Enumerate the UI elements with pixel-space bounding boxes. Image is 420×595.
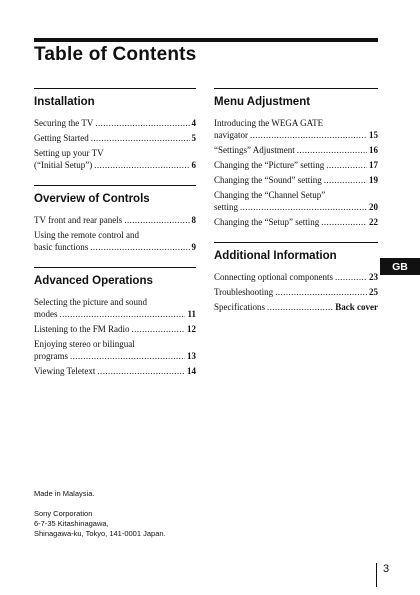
section-heading: Additional Information	[214, 250, 337, 262]
colophon	[34, 489, 166, 539]
entry-page-number: 4	[191, 118, 196, 128]
toc-entry[interactable]	[34, 323, 196, 335]
toc-section	[34, 88, 196, 171]
entry-page-number: 13	[187, 351, 196, 361]
entry-page-number: 15	[369, 130, 378, 140]
section-heading: Overview of Controls	[34, 193, 150, 205]
section-rule	[34, 185, 196, 186]
dot-leader	[132, 323, 186, 335]
page-number: 3	[376, 563, 389, 587]
entry-page-number: 20	[369, 202, 378, 212]
dot-leader	[90, 241, 189, 253]
section-rule	[34, 267, 196, 268]
entry-page-number: 23	[369, 272, 378, 282]
dot-leader	[275, 286, 367, 298]
toc-entry[interactable]	[34, 229, 196, 253]
dot-leader	[324, 174, 367, 186]
toc-entry[interactable]	[34, 214, 196, 226]
dot-leader	[60, 308, 186, 320]
entry-page-number: 11	[187, 309, 196, 319]
toc-entry[interactable]	[214, 174, 378, 186]
entry-label: Using the remote control and	[34, 230, 139, 240]
language-tab: GB	[380, 258, 420, 275]
toc-entry[interactable]	[214, 117, 378, 141]
entry-label: Specifications	[214, 302, 265, 312]
dot-leader	[297, 144, 367, 156]
top-rule	[34, 38, 378, 42]
toc-entry[interactable]	[214, 301, 378, 313]
dot-leader	[250, 129, 367, 141]
toc-section	[214, 242, 378, 313]
entry-page-number: Back cover	[335, 302, 378, 312]
toc-entry[interactable]	[214, 189, 378, 213]
dot-leader	[94, 159, 189, 171]
entry-label: navigator	[214, 130, 248, 140]
entry-page-number: 22	[369, 217, 378, 227]
section-heading: Installation	[34, 96, 95, 108]
toc-entry[interactable]	[214, 159, 378, 171]
entry-label: Setting up your TV	[34, 148, 104, 158]
entry-label: Enjoying stereo or bilingual	[34, 339, 135, 349]
toc-section	[34, 185, 196, 253]
made-in-text: Made in Malaysia.	[34, 489, 95, 498]
toc-entry[interactable]	[34, 147, 196, 171]
entry-label: Viewing Teletext	[34, 366, 96, 376]
section-rule	[214, 242, 378, 243]
page-title: Table of Contents	[34, 44, 197, 65]
toc-entry[interactable]	[34, 365, 196, 377]
section-rule	[34, 88, 196, 89]
entry-label: TV front and rear panels	[34, 215, 123, 225]
entry-page-number: 17	[369, 160, 378, 170]
entry-label: Connecting optional components	[214, 272, 333, 282]
entry-label: Introducing the WEGA GATE	[214, 118, 324, 128]
dot-leader	[321, 216, 367, 228]
right-column	[214, 88, 378, 327]
entry-page-number: 6	[191, 160, 196, 170]
entry-label: Changing the “Channel Setup”	[214, 190, 326, 200]
dot-leader	[124, 214, 189, 226]
entry-label: Troubleshooting	[214, 287, 274, 297]
entry-page-number: 25	[369, 287, 378, 297]
entry-label: Getting Started	[34, 133, 89, 143]
toc-section	[34, 267, 196, 377]
entry-label: Selecting the picture and sound	[34, 297, 147, 307]
entry-label: setting	[214, 202, 238, 212]
dot-leader	[70, 350, 185, 362]
entry-label: programs	[34, 351, 68, 361]
dot-leader	[95, 117, 189, 129]
dot-leader	[267, 301, 333, 313]
entry-label: Securing the TV	[34, 118, 94, 128]
entry-label: Changing the “Setup” setting	[214, 217, 320, 227]
company-name: Sony Corporation	[34, 509, 93, 518]
dot-leader	[91, 132, 190, 144]
entry-label: Changing the “Sound” setting	[214, 175, 322, 185]
entry-label: Changing the “Picture” setting	[214, 160, 325, 170]
entry-page-number: 9	[191, 242, 196, 252]
toc-entry[interactable]	[34, 132, 196, 144]
section-heading: Menu Adjustment	[214, 96, 311, 108]
entry-page-number: 16	[369, 145, 378, 155]
toc-entry[interactable]	[34, 296, 196, 320]
section-rule	[214, 88, 378, 89]
entry-label: Listening to the FM Radio	[34, 324, 130, 334]
entry-label: basic functions	[34, 242, 89, 252]
section-heading: Advanced Operations	[34, 275, 153, 287]
entry-page-number: 5	[191, 133, 196, 143]
address-line-1: 6-7-35 Kitashinagawa,	[34, 519, 109, 528]
toc-entry[interactable]	[214, 271, 378, 283]
toc-section	[214, 88, 378, 228]
toc-entry[interactable]	[34, 338, 196, 362]
toc-entry[interactable]	[214, 216, 378, 228]
toc-entry[interactable]	[34, 117, 196, 129]
toc-entry[interactable]	[214, 144, 378, 156]
entry-label: (“Initial Setup”)	[34, 160, 93, 170]
entry-label: modes	[34, 309, 58, 319]
entry-page-number: 12	[187, 324, 196, 334]
toc-entry[interactable]	[214, 286, 378, 298]
entry-page-number: 14	[187, 366, 196, 376]
dot-leader	[335, 271, 367, 283]
address-line-2: Shinagawa-ku, Tokyo, 141-0001 Japan.	[34, 529, 166, 538]
dot-leader	[240, 201, 367, 213]
entry-label: “Settings” Adjustment	[214, 145, 295, 155]
dot-leader	[326, 159, 367, 171]
dot-leader	[97, 365, 185, 377]
left-column	[34, 88, 196, 391]
entry-page-number: 19	[369, 175, 378, 185]
entry-page-number: 8	[191, 215, 196, 225]
